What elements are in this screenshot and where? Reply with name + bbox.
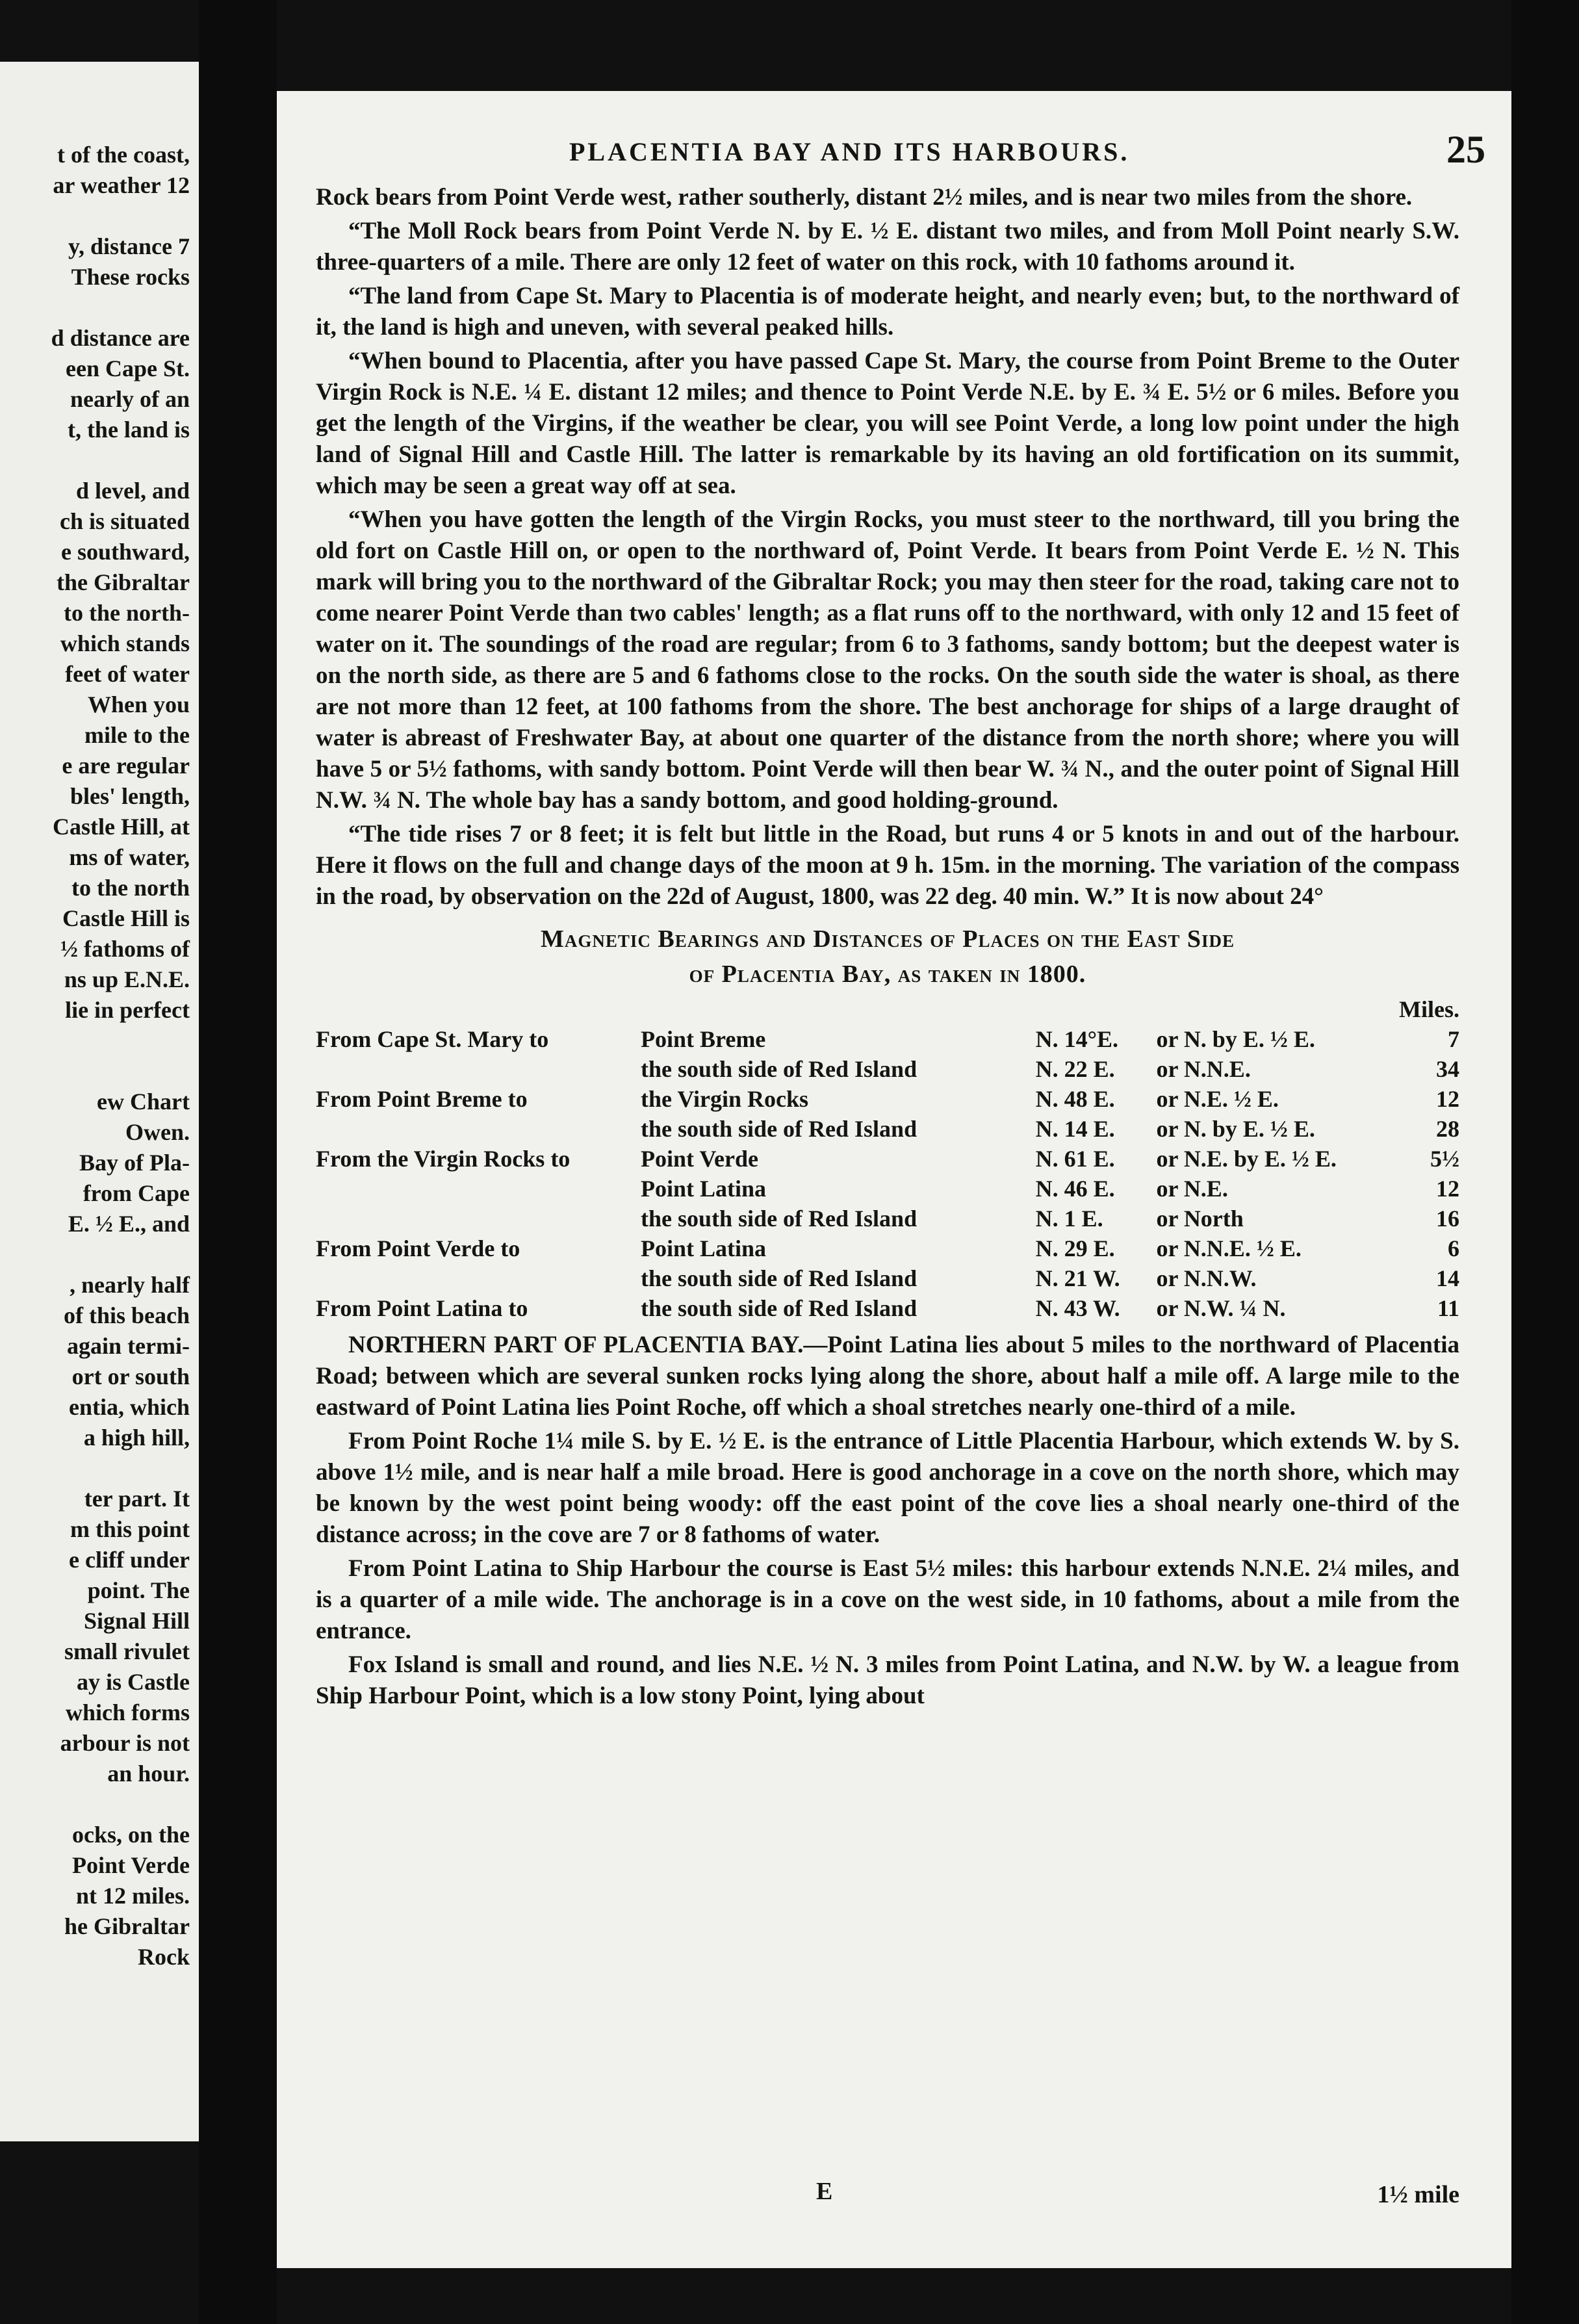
left-page-line: een Cape St. — [66, 355, 190, 381]
left-page-line: ew Chart — [97, 1089, 190, 1115]
left-page-line: Bay of Pla- — [79, 1150, 190, 1176]
left-page-line: e are regular — [62, 753, 190, 779]
bearing-alt: or N.N.W. — [1156, 1265, 1257, 1291]
bearing-from: From Cape St. Mary to — [316, 1026, 549, 1052]
bearing-alt: or N.E. ½ E. — [1156, 1086, 1279, 1112]
bearing-to: Point Latina — [641, 1176, 767, 1202]
paragraph-ship-harbour: From Point Latina to Ship Harbour the course is East 5½ miles: this harbour extends N.N.E. 2¼ miles, and is a quarter of a mile wide. The anchorage is in a cove on the west side, in 10 fathoms, about a mile from the entrance. — [316, 1555, 1459, 1644]
bearing-row — [316, 1144, 1459, 1174]
bearing-row — [316, 1174, 1459, 1204]
bearing-row — [316, 1293, 1459, 1323]
left-page-line: e southward, — [60, 539, 190, 565]
left-page-line: nt 12 miles. — [76, 1883, 190, 1909]
left-page-line: ch is situated — [59, 508, 190, 534]
left-page-line: Castle Hill, at — [53, 814, 190, 840]
left-page-line: ocks, on the — [71, 1822, 190, 1848]
bearing-alt: or N.W. ¼ N. — [1156, 1295, 1286, 1321]
bearing-alt: or N. by E. ½ E. — [1156, 1116, 1315, 1142]
bearing-miles: 6 — [1448, 1235, 1459, 1261]
bearings-heading — [316, 922, 1459, 992]
left-page-line: of this beach — [63, 1302, 190, 1328]
left-page-line: d level, and — [75, 478, 190, 504]
bearing-to: Point Verde — [641, 1146, 759, 1172]
left-page-line: Signal Hill — [83, 1608, 190, 1634]
bearing-miles: 14 — [1436, 1265, 1459, 1291]
bearing-miles: 34 — [1436, 1056, 1459, 1082]
bearing-from — [316, 1204, 641, 1233]
right-border — [1511, 0, 1579, 2324]
left-page-line: ar weather 12 — [53, 172, 190, 198]
paragraph-rock-bearing: Rock bears from Point Verde west, rather southerly, distant 2½ miles, and is near two miles from the shore. — [316, 184, 1413, 211]
left-page-line: mile to the — [84, 722, 190, 748]
left-page-line: Castle Hill is — [62, 905, 190, 931]
page-number: 25 — [1446, 128, 1485, 171]
paragraph-fox-island: Fox Island is small and round, and lies N.E. ½ N. 3 miles from Point Latina, and N.W. by W. a league from Ship Harbour Point, which is a low stony Point, lying about — [316, 1651, 1459, 1709]
left-page-line: point. The — [87, 1577, 190, 1603]
bearing-row — [316, 1084, 1459, 1114]
left-page-line: Point Verde — [71, 1852, 190, 1878]
left-page-line: small rivulet — [64, 1638, 190, 1664]
left-page-line: again termi- — [67, 1333, 190, 1359]
bearing-to: the south side of Red Island — [641, 1265, 918, 1291]
bearing-to: the south side of Red Island — [641, 1206, 918, 1232]
bearing-alt: or N.E. by E. ½ E. — [1156, 1146, 1337, 1172]
bearing-bearing: N. 14°E. — [1035, 1026, 1119, 1052]
bearing-bearing: N. 61 E. — [1035, 1146, 1115, 1172]
bearing-row — [316, 1233, 1459, 1263]
left-page-line: ter part. It — [84, 1486, 190, 1512]
signature-mark: E — [816, 2178, 833, 2205]
bearing-to: the south side of Red Island — [641, 1116, 918, 1142]
left-page-line: the Gibraltar — [57, 569, 190, 595]
left-page-line: ½ fathoms of — [60, 936, 190, 962]
bearing-from: From Point Verde to — [316, 1235, 520, 1261]
bearing-miles: 12 — [1436, 1086, 1459, 1112]
bearing-bearing: N. 46 E. — [1035, 1176, 1115, 1202]
left-page-line: e cliff under — [69, 1547, 190, 1573]
left-page-line: Rock — [138, 1944, 190, 1970]
bearing-alt: or N.N.E. — [1156, 1056, 1251, 1082]
bearing-miles: 11 — [1437, 1295, 1459, 1321]
paragraph-little-placentia: From Point Roche 1¼ mile S. by E. ½ E. is the entrance of Little Placentia Harbour, which extends W. by S. above 1½ mile, and is near half a mile broad. Here is good anchorage in a cove on the north shore, which may be known by the west point being woody: off the east point of the cove lies a shoal nearly one-third of the distance across; in the cove are 7 or 8 fathoms of water. — [316, 1428, 1459, 1548]
left-page-line: which forms — [66, 1699, 190, 1725]
bearing-to: Point Breme — [641, 1026, 766, 1052]
bearing-row — [316, 1204, 1459, 1233]
left-page-line: an hour. — [107, 1761, 190, 1787]
bearing-miles: 5½ — [1430, 1146, 1459, 1172]
bearing-alt: or North — [1156, 1206, 1244, 1232]
paragraph-moll-rock: “The Moll Rock bears from Point Verde N. by E. ½ E. distant two miles, and from Moll Point nearly S.W. three-quarters of a mile. There are only 12 feet of water on this rock, with 10 fathoms around it. — [316, 218, 1459, 276]
left-page-line: t, the land is — [67, 417, 190, 443]
left-page-line: ort or south — [71, 1363, 190, 1389]
left-page-line: Owen. — [125, 1119, 190, 1145]
left-page-line: which stands — [60, 630, 190, 656]
bearing-bearing: N. 1 E. — [1035, 1206, 1103, 1232]
bearing-bearing: N. 21 W. — [1035, 1265, 1120, 1291]
bearing-row — [316, 1054, 1459, 1084]
left-page-fragment — [0, 62, 199, 2141]
left-page-line: When you — [87, 691, 190, 717]
left-page-line: These rocks — [71, 264, 190, 290]
bearing-from: From Point Latina to — [316, 1295, 528, 1321]
paragraph-northern-part: NORTHERN PART OF PLACENTIA BAY.—Point Latina lies about 5 miles to the northward of Placentia Road; between which are several sunken rocks lying along the shore, about half a mile off. A large mile to the eastward of Point Latina lies Point Roche, off which a shoal stretches nearly one-third of a mile. — [316, 1332, 1459, 1421]
left-page-line: d distance are — [51, 325, 190, 351]
bearings-table — [316, 994, 1459, 1323]
bearing-miles: 28 — [1436, 1116, 1459, 1142]
bearing-to: the south side of Red Island — [641, 1056, 918, 1082]
paragraph-tide: “The tide rises 7 or 8 feet; it is felt but little in the Road, but runs 4 or 5 knots in and out of the harbour. Here it flows on the full and change days of the moon at 9 h. 15m. in the morning. The variation of the compass in the road, by observation on the 22d of August, 1800, was 22 deg. 40 min. W.” It is now about 24° — [316, 821, 1459, 910]
bearing-from: From Point Breme to — [316, 1086, 528, 1112]
bearing-row — [316, 1024, 1459, 1054]
left-page-line: E. ½ E., and — [68, 1211, 190, 1237]
left-page-line: to the north — [71, 875, 190, 901]
left-page-line: nearly of an — [70, 386, 190, 412]
left-page-line: ms of water, — [69, 844, 190, 870]
bearing-to: Point Latina — [641, 1235, 767, 1261]
bearings-heading-line1: Magnetic Bearings and Distances of Places on the East Side — [540, 925, 1235, 953]
bearing-alt: or N. by E. ½ E. — [1156, 1026, 1315, 1052]
left-page-line: he Gibraltar — [64, 1913, 190, 1939]
bearing-to: the Virgin Rocks — [641, 1086, 809, 1112]
bearing-bearing: N. 29 E. — [1035, 1235, 1115, 1261]
left-page-line: t of the coast, — [57, 142, 190, 168]
book-gutter — [199, 0, 277, 2324]
bearing-bearing: N. 14 E. — [1035, 1116, 1115, 1142]
bearing-from — [316, 1263, 641, 1293]
bearing-row — [316, 1263, 1459, 1293]
miles-header: Miles. — [1399, 996, 1459, 1022]
bearing-row — [316, 1114, 1459, 1144]
bearing-bearing: N. 22 E. — [1035, 1056, 1115, 1082]
left-page-line: from Cape — [83, 1180, 190, 1206]
bearing-miles: 7 — [1448, 1026, 1459, 1052]
bearing-miles: 12 — [1436, 1176, 1459, 1202]
bearing-alt: or N.E. — [1156, 1176, 1228, 1202]
running-title: PLACENTIA BAY AND ITS HARBOURS. — [569, 137, 1130, 166]
bearing-bearing: N. 48 E. — [1035, 1086, 1115, 1112]
left-page-line: lie in perfect — [65, 997, 190, 1023]
bearing-from — [316, 1114, 641, 1144]
running-header — [277, 128, 1485, 182]
bearing-alt: or N.N.E. ½ E. — [1156, 1235, 1302, 1261]
left-page-line: arbour is not — [60, 1730, 190, 1756]
catchword: 1½ mile — [1377, 2181, 1459, 2208]
left-page-line: feet of water — [65, 661, 190, 687]
left-page-line: to the north- — [64, 600, 190, 626]
left-page-line: bles' length, — [70, 783, 190, 809]
left-page-line: entia, which — [68, 1394, 190, 1420]
left-page-line: a high hill, — [83, 1425, 190, 1451]
left-page-line: , nearly half — [70, 1272, 190, 1298]
left-page-line: ns up E.N.E. — [64, 966, 190, 992]
main-page — [277, 91, 1511, 2268]
page-body — [316, 182, 1459, 1714]
bearing-from: From the Virgin Rocks to — [316, 1146, 571, 1172]
left-page-line: m this point — [70, 1516, 190, 1542]
paragraph-bound-placentia: “When bound to Placentia, after you have passed Cape St. Mary, the course from Point Breme to the Outer Virgin Rock is N.E. ¼ E. distant 12 miles; and thence to Point Verde N.E. by E. ¾ E. 5½ or 6 miles. Before you get the length of the Virgins, if the weather be clear, you will see Point Verde, a long low point under the high land of Signal Hill and Castle Hill. The latter is remarkable by its having an old fortification on its summit, which may be seen a great way off at sea. — [316, 348, 1459, 499]
left-page-line: ay is Castle — [77, 1669, 190, 1695]
bearings-heading-line2: of Placentia Bay, as taken in 1800. — [689, 961, 1086, 988]
paragraph-virgin-rocks: “When you have gotten the length of the Virgin Rocks, you must steer to the northward, till you bring the old fort on Castle Hill on, or open to the northward of, Point Verde. It bears from Point Verde E. ½ N. This mark will bring you to the northward of the Gibraltar Rock; you may then steer for the road, taking care not to come nearer Point Verde than two cables' length; as a flat runs off to the northward, with only 12 and 15 feet of water on it. The soundings of the road are regular; from 6 to 3 fathoms, sandy bottom; but the deepest water is on the north side, as there are 5 and 6 fathoms close to the rocks. On the south side the water is shoal, as there are not more than 12 feet, at 100 fathoms from the shore. The best anchorage for ships of a large draught of water is abreast of Freshwater Bay, at about one quarter of the distance from the north shore; where you will have 5 or 5½ fathoms, with sandy bottom. Point Verde will then bear W. ¾ N., and the outer point of Signal Hill N.W. ¾ N. The whole bay has a sandy bottom, and good holding-ground. — [316, 506, 1459, 814]
left-page-line: y, distance 7 — [68, 233, 190, 259]
bearing-from — [316, 1054, 641, 1084]
bearing-miles: 16 — [1436, 1206, 1459, 1232]
bearing-bearing: N. 43 W. — [1035, 1295, 1120, 1321]
paragraph-land: “The land from Cape St. Mary to Placentia is of moderate height, and nearly even; but, to the northward of it, the land is high and uneven, with several peaked hills. — [316, 283, 1459, 341]
bearing-from — [316, 1174, 641, 1204]
bearing-to: the south side of Red Island — [641, 1295, 918, 1321]
